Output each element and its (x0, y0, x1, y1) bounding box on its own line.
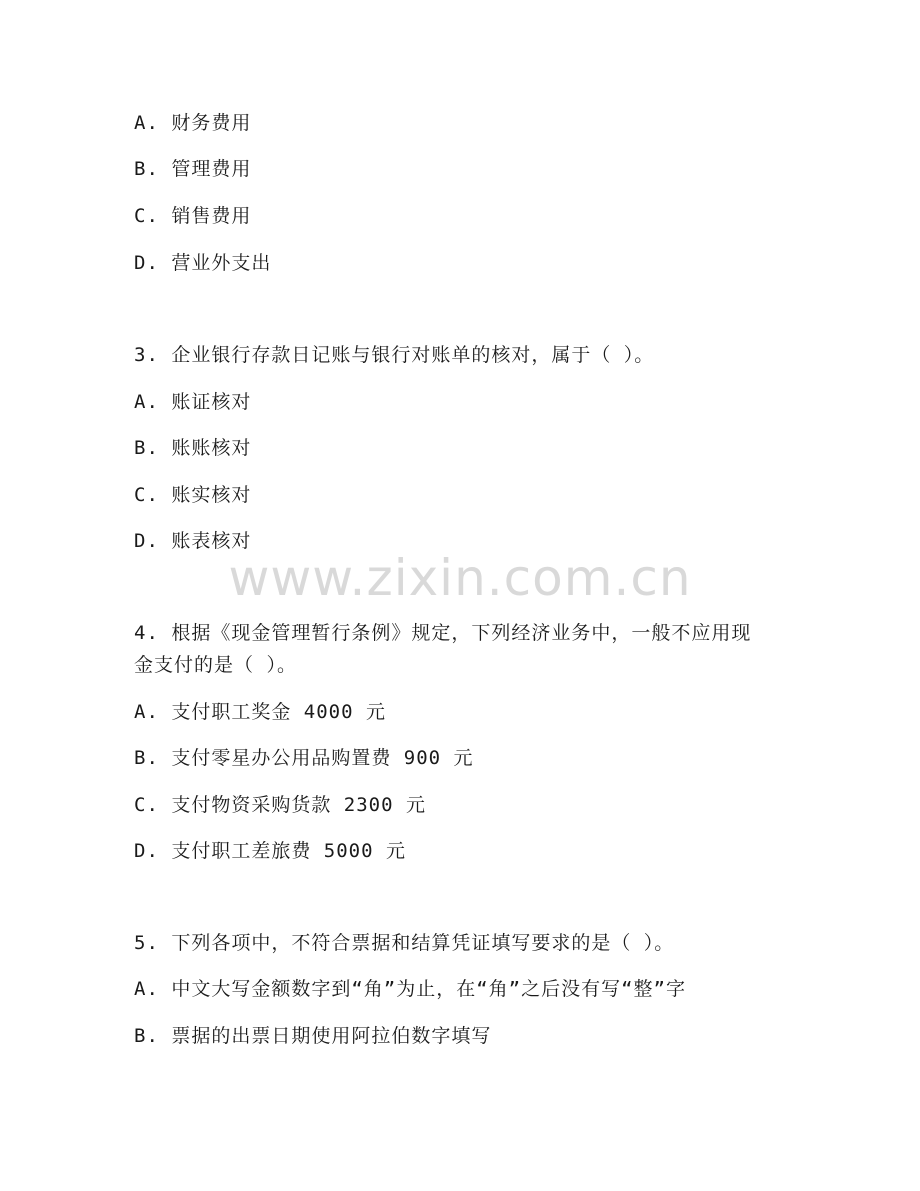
q5-option-b: B. 票据的出票日期使用阿拉伯数字填写 (134, 1025, 492, 1047)
q3-option-c: C. 账实核对 (134, 484, 252, 506)
q4-stem-line2: 金支付的是（ ）。 (134, 654, 297, 676)
q4-stem-line1: 4. 根据《现金管理暂行条例》规定，下列经济业务中，一般不应用现 (134, 622, 752, 644)
q2-option-b: B. 管理费用 (134, 158, 252, 180)
q5-option-a: A. 中文大写金额数字到“角”为止，在“角”之后没有写“整”字 (134, 978, 686, 1000)
q4-option-c: C. 支付物资采购货款 2300 元 (134, 794, 426, 816)
q2-option-d: D. 营业外支出 (134, 252, 272, 274)
q3-stem: 3. 企业银行存款日记账与银行对账单的核对，属于（ ）。 (134, 344, 655, 366)
q4-option-b: B. 支付零星办公用品购置费 900 元 (134, 747, 474, 769)
q4-option-a: A. 支付职工奖金 4000 元 (134, 701, 386, 723)
watermark: www.zixin.com.cn (228, 549, 692, 607)
q5-stem: 5. 下列各项中，不符合票据和结算凭证填写要求的是（ ）。 (134, 932, 675, 954)
q3-option-a: A. 账证核对 (134, 391, 252, 413)
q2-option-a: A. 财务费用 (134, 112, 252, 134)
q3-option-b: B. 账账核对 (134, 437, 252, 459)
q4-option-d: D. 支付职工差旅费 5000 元 (134, 840, 406, 862)
q2-option-c: C. 销售费用 (134, 205, 252, 227)
q3-option-d: D. 账表核对 (134, 530, 252, 552)
